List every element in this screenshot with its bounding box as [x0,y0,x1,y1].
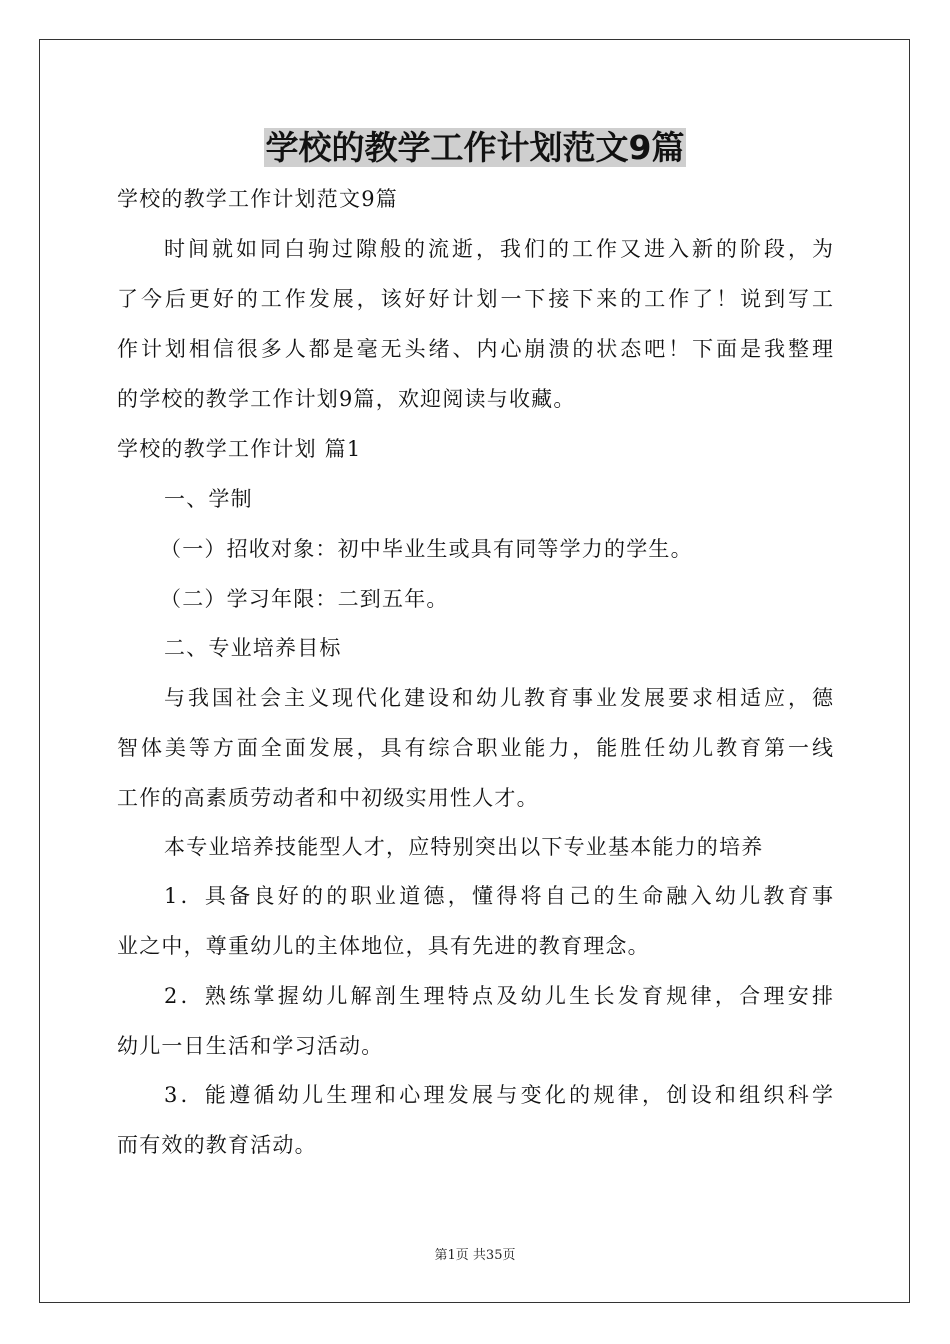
paragraph-line: 时间就如同白驹过隙般的流逝，我们的工作又进入新的阶段，为 [164,237,833,261]
paragraph-line: 的学校的教学工作计划9篇，欢迎阅读与收藏。 [117,387,576,411]
subsection-heading: 一、学制 [164,487,253,511]
document-title [0,126,950,170]
paragraph-line: 智体美等方面全面发展，具有综合职业能力，能胜任幼儿教育第一线 [117,736,833,760]
document-subtitle: 学校的教学工作计划范文9篇 [117,187,398,211]
list-item-continuation: 幼儿一日生活和学习活动。 [117,1034,384,1058]
list-item-continuation: 业之中，尊重幼儿的主体地位，具有先进的教育理念。 [117,934,650,958]
page-footer: 第1页 共35页 [434,1248,516,1263]
list-item: 2．熟练掌握幼儿解剖生理特点及幼儿生长发育规律，合理安排 [164,984,833,1008]
paragraph-line: 与我国社会主义现代化建设和幼儿教育事业发展要求相适应，德 [164,686,833,710]
list-item: 1．具备良好的的职业道德，懂得将自己的生命融入幼儿教育事 [164,884,833,908]
page-border [39,39,910,1303]
paragraph-line: （一）招收对象：初中毕业生或具有同等学力的学生。 [160,537,693,561]
paragraph-line: 工作的高素质劳动者和中初级实用性人才。 [117,786,539,810]
paragraph-line: 本专业培养技能型人才，应特别突出以下专业基本能力的培养 [164,835,764,859]
paragraph-line: 了今后更好的工作发展，该好好计划一下接下来的工作了！说到写工 [117,287,833,311]
document-title-text: 学校的教学工作计划范文9篇 [265,128,685,167]
list-item-continuation: 而有效的教育活动。 [117,1133,317,1157]
list-item: 3．能遵循幼儿生理和心理发展与变化的规律，创设和组织科学 [164,1083,833,1107]
subsection-heading: 二、专业培养目标 [164,636,342,660]
paragraph-line: （二）学习年限：二到五年。 [160,587,449,611]
paragraph-line: 作计划相信很多人都是毫无头绪、内心崩溃的状态吧！下面是我整理 [117,337,833,361]
section-heading: 学校的教学工作计划 篇1 [117,437,362,461]
